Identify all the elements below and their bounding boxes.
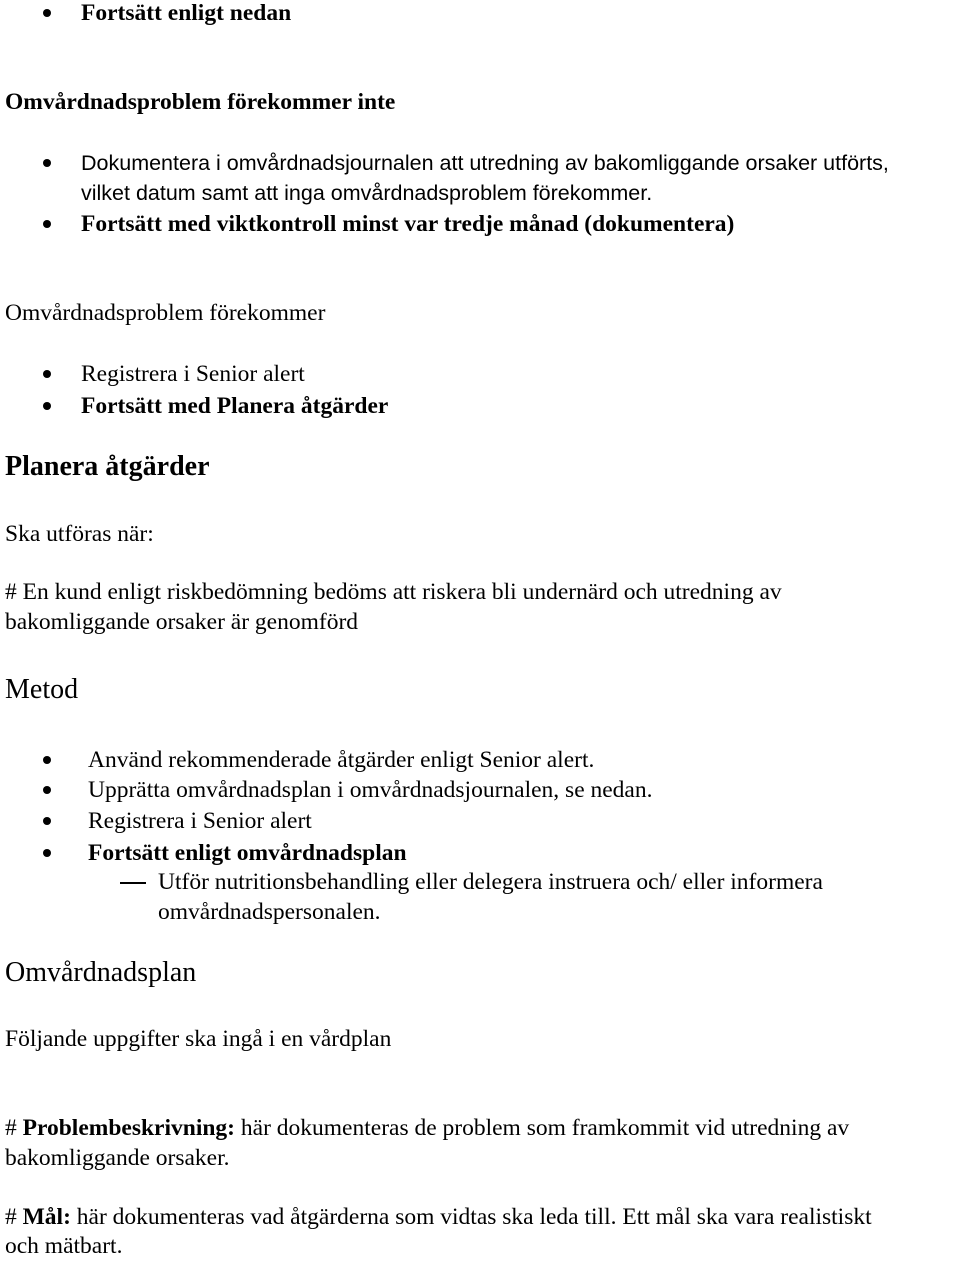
goal-text: här dokumenteras vad åtgärderna som vidtas ska leda till. Ett mål ska vara realistiskt	[70, 1204, 872, 1230]
goal-description-continuation: och mätbart.	[5, 1233, 123, 1259]
paragraph: bakomliggande orsaker är genomförd	[5, 609, 359, 635]
list-item: Fortsätt med Planera åtgärder	[81, 393, 389, 419]
bullet-marker	[43, 402, 51, 410]
list-item: Fortsätt med viktkontroll minst var tredje månad (dokumentera)	[81, 211, 735, 237]
section-heading: Metod	[5, 674, 79, 705]
section-heading: Omvårdnadsplan	[5, 957, 197, 988]
bullet-marker	[43, 9, 51, 17]
bullet-marker	[43, 849, 51, 857]
list-item: Dokumentera i omvårdnadsjournalen att utredning av bakomliggande orsaker utförts,	[81, 151, 889, 175]
problem-label: Problembeskrivning:	[22, 1115, 236, 1141]
list-item: Registrera i Senior alert	[88, 808, 312, 834]
list-item: Registrera i Senior alert	[81, 361, 305, 387]
bullet-marker	[43, 220, 51, 228]
bullet-marker	[43, 159, 51, 167]
list-item-continuation: vilket datum samt att inga omvårdnadsproblem förekommer.	[81, 181, 653, 205]
list-item: Använd rekommenderade åtgärder enligt Senior alert.	[88, 747, 595, 773]
section-heading: Omvårdnadsproblem förekommer	[5, 300, 326, 326]
list-item: Upprätta omvårdnadsplan i omvårdnadsjournalen, se nedan.	[88, 777, 653, 803]
bullet-marker	[43, 817, 51, 825]
section-heading: Omvårdnadsproblem förekommer inte	[5, 89, 396, 115]
paragraph: Följande uppgifter ska ingå i en vårdplan	[5, 1026, 392, 1052]
sub-list-item-continuation: omvårdnadspersonalen.	[158, 899, 381, 925]
bullet-marker	[43, 370, 51, 378]
dash-marker	[120, 882, 146, 884]
goal-label: Mål:	[22, 1204, 71, 1230]
problem-description-continuation: bakomliggande orsaker.	[5, 1145, 230, 1171]
problem-text: här dokumenteras de problem som framkommit vid utredning av	[235, 1115, 850, 1141]
goal-description	[5, 1202, 872, 1232]
list-item: Fortsätt enligt omvårdnadsplan	[88, 840, 407, 866]
paragraph: Ska utföras när:	[5, 521, 154, 547]
bullet-marker	[43, 786, 51, 794]
hash-marker: #	[5, 1204, 23, 1230]
section-heading: Planera åtgärder	[5, 451, 210, 482]
list-item: Fortsätt enligt nedan	[81, 0, 292, 26]
bullet-marker	[43, 756, 51, 764]
paragraph: # En kund enligt riskbedömning bedöms att riskera bli undernärd och utredning av	[5, 579, 782, 605]
problem-description	[5, 1113, 849, 1143]
sub-list-item: Utför nutritionsbehandling eller delegera instruera och/ eller informera	[158, 869, 823, 895]
hash-marker: #	[5, 1115, 23, 1141]
